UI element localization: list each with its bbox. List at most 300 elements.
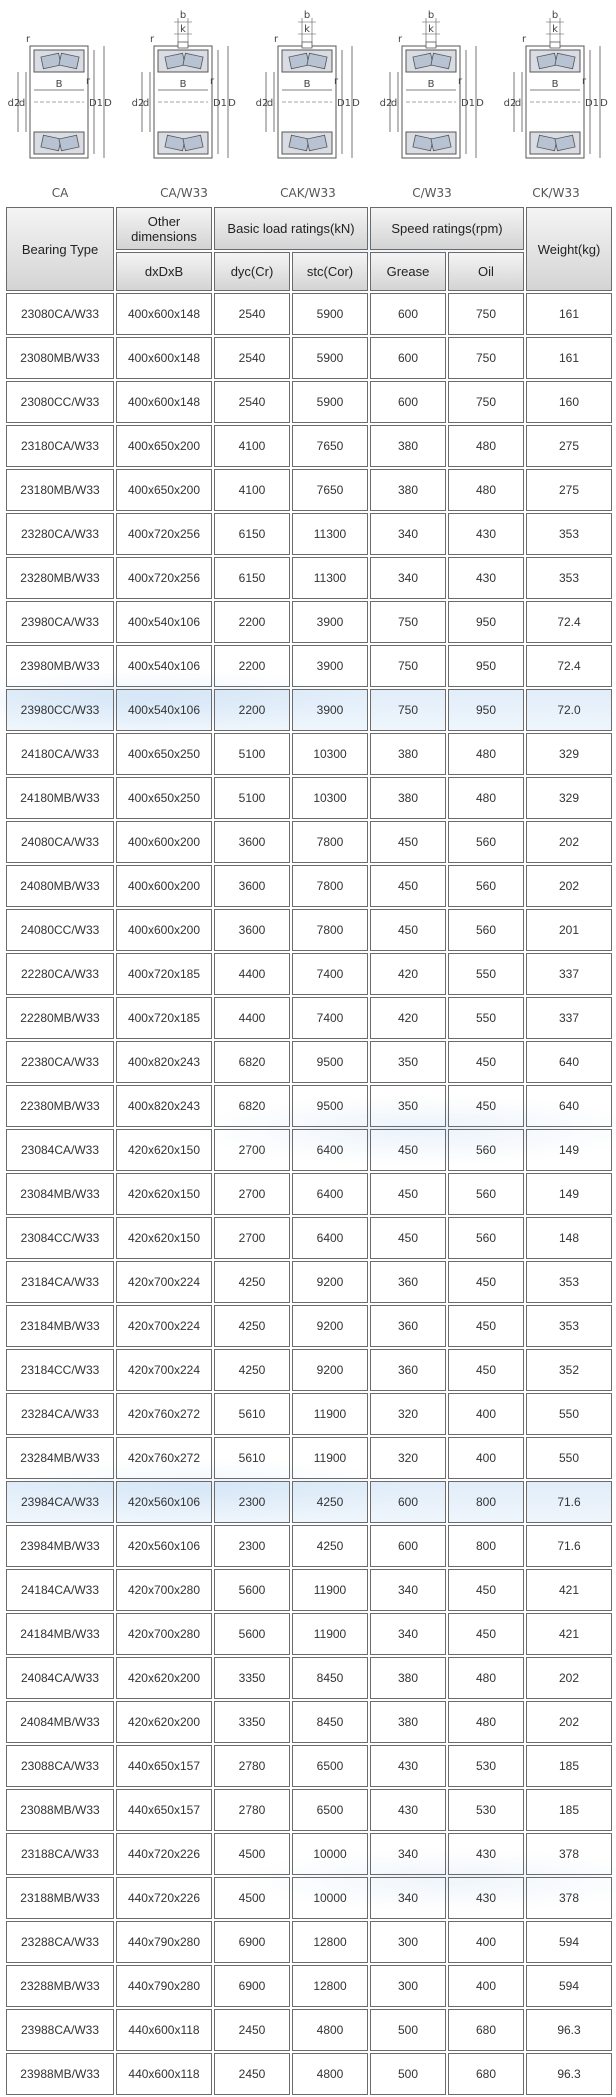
cell-weight: 353 [526,1305,612,1347]
diagram-cak-w33 [252,6,364,201]
cell-weight: 72.4 [526,601,612,643]
dim-label-b-groove: b [303,10,311,21]
cell-dimensions: 440x720x226 [116,1833,212,1875]
dim-label-outer-d: D [476,98,484,109]
cell-dyc: 4250 [214,1349,290,1391]
cell-stc: 4250 [292,1525,368,1567]
cell-weight: 72.4 [526,645,612,687]
cell-grease: 380 [370,777,446,819]
table-row [6,425,612,467]
cell-dimensions: 420x560x106 [116,1525,212,1567]
dim-label-outer-d: D [228,98,236,109]
cell-stc: 10300 [292,733,368,775]
cell-oil: 680 [448,2009,524,2051]
cell-bearing-type: 22380CA/W33 [6,1041,114,1083]
table-row [6,1041,612,1083]
dim-label-d2: d2 [7,98,21,109]
cell-weight: 185 [526,1745,612,1787]
cell-stc: 9500 [292,1041,368,1083]
dim-label-r: r [149,34,155,45]
table-row [6,1349,612,1391]
cell-stc: 6400 [292,1173,368,1215]
bearing-section-drawing [376,6,488,184]
cell-oil: 430 [448,557,524,599]
cell-grease: 430 [370,1745,446,1787]
table-row [6,689,612,731]
cell-weight: 640 [526,1085,612,1127]
cell-oil: 560 [448,1129,524,1171]
dim-label-k: k [552,24,558,35]
dim-label-r: r [85,76,91,87]
cell-grease: 320 [370,1393,446,1435]
cell-oil: 400 [448,1437,524,1479]
cell-oil: 480 [448,1701,524,1743]
cell-stc: 11300 [292,557,368,599]
table-row [6,1393,612,1435]
header-dyc: dyc(Cr) [214,252,290,291]
table-row [6,1217,612,1259]
diagram-ca [4,6,116,201]
dim-label-r: r [581,76,587,87]
dim-label-b-width: B [427,79,435,90]
cell-bearing-type: 24084CA/W33 [6,1657,114,1699]
cell-oil: 560 [448,1173,524,1215]
table-row [6,1789,612,1831]
cell-dimensions: 400x540x106 [116,689,212,731]
cell-weight: 337 [526,997,612,1039]
cell-dyc: 2300 [214,1525,290,1567]
cell-bearing-type: 22280CA/W33 [6,953,114,995]
cell-dyc: 6150 [214,557,290,599]
cell-grease: 450 [370,865,446,907]
cell-bearing-type: 24184CA/W33 [6,1569,114,1611]
diagram-label: CA [51,186,69,200]
cell-stc: 7800 [292,909,368,951]
cell-weight: 71.6 [526,1525,612,1567]
cell-grease: 420 [370,953,446,995]
cell-dimensions: 420x620x150 [116,1173,212,1215]
table-row [6,1965,612,2007]
cell-dyc: 2200 [214,645,290,687]
dim-label-d1: D1 [336,98,352,109]
cell-dyc: 3350 [214,1701,290,1743]
cell-grease: 600 [370,1481,446,1523]
table-row [6,1525,612,1567]
table-row [6,953,612,995]
cell-bearing-type: 23184MB/W33 [6,1305,114,1347]
cell-dimensions: 420x760x272 [116,1393,212,1435]
cell-dimensions: 440x650x157 [116,1789,212,1831]
cell-grease: 500 [370,2009,446,2051]
cell-weight: 378 [526,1833,612,1875]
header-oil: Oil [448,252,524,291]
cell-bearing-type: 24080CC/W33 [6,909,114,951]
lubrication-groove [302,42,312,48]
cell-dyc: 2780 [214,1745,290,1787]
cell-weight: 275 [526,425,612,467]
cell-weight: 202 [526,865,612,907]
cell-bearing-type: 23084MB/W33 [6,1173,114,1215]
header-basic-load-ratings: Basic load ratings(kN) [214,207,368,250]
cell-weight: 550 [526,1437,612,1479]
cell-stc: 6400 [292,1217,368,1259]
cell-grease: 380 [370,425,446,467]
cell-bearing-type: 23084CA/W33 [6,1129,114,1171]
lubrication-groove [178,42,188,48]
cell-stc: 9500 [292,1085,368,1127]
cell-bearing-type: 23988CA/W33 [6,2009,114,2051]
cell-grease: 380 [370,1701,446,1743]
cell-oil: 450 [448,1041,524,1083]
cell-bearing-type: 23984MB/W33 [6,1525,114,1567]
cell-oil: 450 [448,1613,524,1655]
dim-label-r: r [397,34,403,45]
header-grease: Grease [370,252,446,291]
cell-dyc: 2200 [214,601,290,643]
cell-stc: 11300 [292,513,368,555]
cell-stc: 7800 [292,865,368,907]
cell-bearing-type: 24080MB/W33 [6,865,114,907]
cell-stc: 11900 [292,1613,368,1655]
cell-dyc: 2300 [214,1481,290,1523]
cell-dyc: 5600 [214,1613,290,1655]
cell-dyc: 2540 [214,337,290,379]
cell-dyc: 3600 [214,909,290,951]
cell-weight: 421 [526,1569,612,1611]
table-row [6,2009,612,2051]
cell-weight: 202 [526,1657,612,1699]
cell-grease: 380 [370,469,446,511]
diagram-label: CK/W33 [532,186,580,200]
table-row [6,909,612,951]
dim-label-d: d [18,98,26,109]
cell-grease: 300 [370,1921,446,1963]
cell-oil: 950 [448,601,524,643]
dim-label-r: r [521,34,527,45]
cell-dyc: 4400 [214,953,290,995]
table-row [6,1745,612,1787]
cell-dimensions: 440x650x157 [116,1745,212,1787]
cell-grease: 350 [370,1041,446,1083]
dim-label-d2: d2 [131,98,145,109]
cell-grease: 340 [370,1833,446,1875]
cell-weight: 202 [526,1701,612,1743]
cell-weight: 148 [526,1217,612,1259]
lubrication-groove [426,42,436,48]
cell-stc: 12800 [292,1921,368,1963]
cell-grease: 750 [370,689,446,731]
cell-oil: 450 [448,1305,524,1347]
header-bearing-type: Bearing Type [6,207,114,291]
dim-label-r: r [273,34,279,45]
table-row [6,1613,612,1655]
bearing-section-drawing [252,6,364,184]
cell-dyc: 4250 [214,1305,290,1347]
cell-stc: 3900 [292,645,368,687]
cell-dimensions: 420x620x200 [116,1701,212,1743]
cell-dyc: 6820 [214,1085,290,1127]
cell-dyc: 2450 [214,2009,290,2051]
cell-dimensions: 420x620x200 [116,1657,212,1699]
cell-dimensions: 420x560x106 [116,1481,212,1523]
cell-weight: 71.6 [526,1481,612,1523]
cell-dimensions: 400x600x200 [116,909,212,951]
cell-dimensions: 400x650x200 [116,425,212,467]
cell-bearing-type: 24184MB/W33 [6,1613,114,1655]
cell-stc: 7800 [292,821,368,863]
cell-stc: 3900 [292,689,368,731]
cell-oil: 450 [448,1261,524,1303]
lubrication-groove [550,42,560,48]
cell-oil: 950 [448,689,524,731]
dim-label-b-width: B [179,79,187,90]
cell-stc: 7650 [292,469,368,511]
table-row [6,601,612,643]
cell-dyc: 5100 [214,733,290,775]
cell-bearing-type: 24084MB/W33 [6,1701,114,1743]
cell-weight: 149 [526,1129,612,1171]
cell-stc: 7650 [292,425,368,467]
cell-stc: 10000 [292,1877,368,1919]
table-row [6,557,612,599]
dim-label-b-groove: b [427,10,435,21]
cell-dyc: 4500 [214,1877,290,1919]
cell-bearing-type: 23980CC/W33 [6,689,114,731]
cell-bearing-type: 23080CA/W33 [6,293,114,335]
dim-label-d1: D1 [212,98,228,109]
dim-label-r: r [209,76,215,87]
cell-oil: 560 [448,1217,524,1259]
header-speed-ratings: Speed ratings(rpm) [370,207,524,250]
cell-dimensions: 420x620x150 [116,1217,212,1259]
cell-grease: 500 [370,2053,446,2095]
cell-dimensions: 400x600x148 [116,381,212,423]
cell-dimensions: 400x720x185 [116,997,212,1039]
cell-bearing-type: 23184CC/W33 [6,1349,114,1391]
dim-label-outer-d: D [104,98,112,109]
cell-bearing-type: 23980CA/W33 [6,601,114,643]
cell-oil: 560 [448,821,524,863]
cell-grease: 450 [370,1129,446,1171]
cell-bearing-type: 23188MB/W33 [6,1877,114,1919]
cell-dimensions: 440x790x280 [116,1921,212,1963]
cell-dimensions: 440x600x118 [116,2009,212,2051]
cell-grease: 360 [370,1261,446,1303]
cell-stc: 10000 [292,1833,368,1875]
cell-dimensions: 420x700x280 [116,1569,212,1611]
cell-oil: 680 [448,2053,524,2095]
table-body [6,293,612,2095]
table-row [6,1921,612,1963]
cell-oil: 750 [448,337,524,379]
cell-dyc: 2780 [214,1789,290,1831]
cell-dimensions: 440x600x118 [116,2053,212,2095]
cell-dimensions: 400x600x148 [116,337,212,379]
cell-stc: 5900 [292,337,368,379]
table-row [6,469,612,511]
cell-grease: 340 [370,1569,446,1611]
cell-weight: 353 [526,513,612,555]
cell-dimensions: 440x720x226 [116,1877,212,1919]
cell-dimensions: 400x720x185 [116,953,212,995]
bearing-section-drawing [128,6,240,184]
cell-dyc: 4250 [214,1261,290,1303]
cell-oil: 560 [448,909,524,951]
table-row [6,1701,612,1743]
cell-dimensions: 400x650x250 [116,733,212,775]
cell-dyc: 5100 [214,777,290,819]
cell-grease: 600 [370,337,446,379]
cell-grease: 600 [370,293,446,335]
cell-dimensions: 400x540x106 [116,601,212,643]
table-row [6,777,612,819]
cell-stc: 3900 [292,601,368,643]
cell-dyc: 2700 [214,1217,290,1259]
cell-bearing-type: 23288MB/W33 [6,1965,114,2007]
dim-label-d1: D1 [88,98,104,109]
cell-bearing-type: 23180MB/W33 [6,469,114,511]
cell-stc: 5900 [292,293,368,335]
dim-label-d2: d2 [379,98,393,109]
cell-bearing-type: 23180CA/W33 [6,425,114,467]
cell-oil: 750 [448,293,524,335]
cell-bearing-type: 24180CA/W33 [6,733,114,775]
cell-dyc: 6150 [214,513,290,555]
cell-grease: 340 [370,513,446,555]
dim-label-k: k [304,24,310,35]
dim-label-outer-d: D [352,98,360,109]
cell-stc: 11900 [292,1393,368,1435]
table-row [6,1877,612,1919]
dim-label-k: k [428,24,434,35]
diagram-label: CAK/W33 [280,186,336,200]
cell-bearing-type: 23088MB/W33 [6,1789,114,1831]
cell-dyc: 6900 [214,1921,290,1963]
table-row [6,821,612,863]
cell-dyc: 5610 [214,1437,290,1479]
table-row [6,997,612,1039]
cell-weight: 72.0 [526,689,612,731]
table-row [6,1481,612,1523]
table-row [6,1129,612,1171]
diagram-ck-w33 [500,6,612,201]
header-weight: Weight(kg) [526,207,612,291]
cell-bearing-type: 23084CC/W33 [6,1217,114,1259]
cell-bearing-type: 23188CA/W33 [6,1833,114,1875]
cell-grease: 340 [370,1613,446,1655]
cell-stc: 4800 [292,2053,368,2095]
cell-weight: 161 [526,293,612,335]
table-row [6,2053,612,2095]
cell-dimensions: 420x700x224 [116,1305,212,1347]
cell-dyc: 2540 [214,381,290,423]
dim-label-b-width: B [551,79,559,90]
cell-grease: 600 [370,1525,446,1567]
cell-stc: 9200 [292,1349,368,1391]
cell-oil: 430 [448,513,524,555]
cell-oil: 480 [448,733,524,775]
cell-dyc: 4100 [214,469,290,511]
table-row [6,645,612,687]
diagram-ca-w33 [128,6,240,201]
cell-dimensions: 400x650x200 [116,469,212,511]
dim-label-r: r [333,76,339,87]
cell-stc: 11900 [292,1437,368,1479]
table-row [6,337,612,379]
cell-bearing-type: 23088CA/W33 [6,1745,114,1787]
cell-grease: 430 [370,1789,446,1831]
dim-label-d1: D1 [460,98,476,109]
cell-weight: 275 [526,469,612,511]
table-row [6,1833,612,1875]
dim-label-d: d [266,98,274,109]
cell-weight: 202 [526,821,612,863]
cell-grease: 420 [370,997,446,1039]
cell-oil: 800 [448,1481,524,1523]
table-row [6,381,612,423]
bearing-section-drawing [4,6,116,184]
cell-grease: 350 [370,1085,446,1127]
cell-stc: 12800 [292,1965,368,2007]
cell-bearing-type: 23284CA/W33 [6,1393,114,1435]
cell-dimensions: 400x600x148 [116,293,212,335]
cell-bearing-type: 23284MB/W33 [6,1437,114,1479]
cell-weight: 594 [526,1965,612,2007]
cell-bearing-type: 23184CA/W33 [6,1261,114,1303]
dim-label-outer-d: D [600,98,608,109]
header-dxdxb: dxDxB [116,252,212,291]
cell-dyc: 6900 [214,1965,290,2007]
cell-stc: 7400 [292,953,368,995]
dim-label-k: k [180,24,186,35]
cell-grease: 360 [370,1305,446,1347]
dim-label-r: r [457,76,463,87]
table-row [6,1657,612,1699]
cell-grease: 450 [370,1217,446,1259]
dim-label-d2: d2 [503,98,517,109]
cell-grease: 750 [370,645,446,687]
cell-dimensions: 400x600x200 [116,865,212,907]
cell-oil: 750 [448,381,524,423]
table-row [6,1173,612,1215]
cell-bearing-type: 24080CA/W33 [6,821,114,863]
cell-grease: 750 [370,601,446,643]
cell-stc: 4250 [292,1481,368,1523]
cell-grease: 360 [370,1349,446,1391]
cell-oil: 550 [448,953,524,995]
bearing-spec-table [4,205,614,2097]
cell-bearing-type: 22280MB/W33 [6,997,114,1039]
cell-bearing-type: 23080MB/W33 [6,337,114,379]
cell-oil: 480 [448,469,524,511]
cell-weight: 378 [526,1877,612,1919]
dim-label-d: d [390,98,398,109]
cell-oil: 400 [448,1393,524,1435]
dim-label-b-width: B [55,79,63,90]
table-row [6,1261,612,1303]
header-other-dimensions: Other dimensions [116,207,212,250]
cell-oil: 480 [448,425,524,467]
cell-bearing-type: 23984CA/W33 [6,1481,114,1523]
cell-stc: 11900 [292,1569,368,1611]
cell-weight: 160 [526,381,612,423]
table-row [6,1569,612,1611]
cell-stc: 9200 [292,1261,368,1303]
cell-weight: 550 [526,1393,612,1435]
cell-weight: 594 [526,1921,612,1963]
dim-label-b-width: B [303,79,311,90]
cell-weight: 96.3 [526,2009,612,2051]
